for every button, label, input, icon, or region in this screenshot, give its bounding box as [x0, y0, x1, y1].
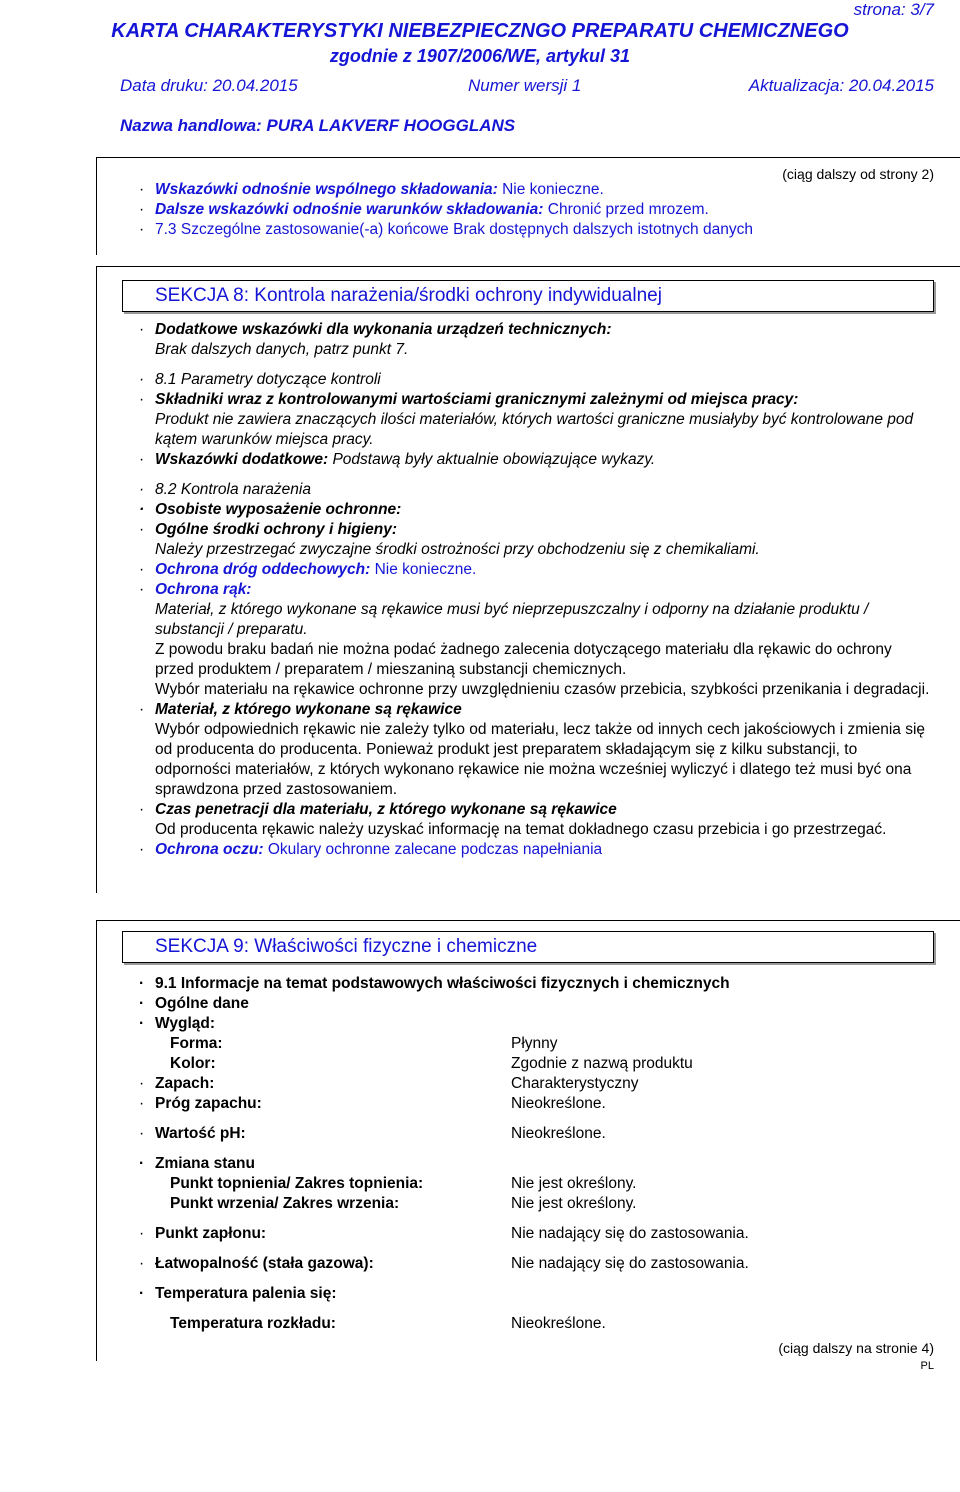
colour-value: Zgodnie z nazwą produktu — [511, 1055, 693, 1072]
ppe-label: · Osobiste wyposażenie ochronne: — [138, 500, 934, 520]
components-label: Składniki wraz z kontrolowanymi wartościami granicznymi zależnymi od miejsca pracy: — [155, 391, 799, 408]
odour-threshold-label: Próg zapachu: — [155, 1095, 262, 1112]
update-date: Aktualizacja: 20.04.2015 — [748, 76, 934, 95]
continued-from-note: (ciąg dalszy od strony 2) — [782, 166, 934, 182]
section-8-title: SEKCJA 8: Kontrola narażenia/środki ochrony indywidualnej — [122, 280, 934, 312]
ph-row — [138, 1124, 934, 1144]
section-8-content — [138, 320, 934, 860]
section-7-content — [138, 180, 934, 240]
flammability-value: Nie nadający się do zastosowania. — [511, 1255, 749, 1272]
further-storage-value: Chronić przed mrozem. — [547, 201, 709, 218]
colour-row — [138, 1054, 934, 1074]
additional-hints-value: Podstawą były aktualnie obowiązujące wykazy. — [332, 451, 656, 468]
penetration-time-value: Od producenta rękawic należy uzyskać informację na temat dokładnego czasu przebicia i go przestrzegać. — [155, 821, 887, 838]
additional-hints-item — [138, 450, 934, 470]
extra-technical-item — [138, 320, 934, 360]
odour-row — [138, 1074, 934, 1094]
extra-technical-value: Brak dalszych danych, patrz punkt 7. — [155, 341, 409, 358]
decomposition-label: Temperatura rozkładu: — [170, 1315, 336, 1332]
form-value: Płynny — [511, 1035, 558, 1052]
ph-label: Wartość pH: — [155, 1125, 246, 1142]
continued-on-note: (ciąg dalszy na stronie 4) — [778, 1340, 934, 1356]
extra-technical-label: Dodatkowe wskazówki dla wykonania urządzeń technicznych: — [155, 321, 612, 338]
print-date: Data druku: 20.04.2015 — [120, 76, 298, 95]
flammability-row — [138, 1254, 934, 1274]
additional-hints-label: Wskazówki dodatkowe: — [155, 451, 329, 468]
hand-protection-p3: Wybór materiału na rękawice ochronne przy uwzględnieniu czasów przebicia, szybkości przenikania i degradacji. — [155, 681, 930, 698]
general-hygiene-item — [138, 520, 934, 560]
penetration-time-item — [138, 800, 934, 840]
eye-protection-value: Okulary ochronne zalecane podczas napełniania — [267, 841, 603, 858]
hand-protection-p2: Z powodu braku badań nie można podać żadnego zalecenia dotyczącego materiału dla rękawic do ochrony przed produktem / preparatem / mieszaniną substancji chemicznych. — [155, 641, 892, 678]
decomposition-value: Nieokreślone. — [511, 1315, 606, 1332]
hand-protection-p1: Materiał, z którego wykonane są rękawice musi być nieprzepuszczalny i odporny na działanie produktu / substancji / preparatu. — [155, 601, 869, 638]
hand-protection-item — [138, 580, 934, 700]
respiratory-item — [138, 560, 934, 580]
flammability-label: Łatwopalność (stała gazowa): — [155, 1255, 374, 1272]
specific-use-label: 7.3 Szczególne zastosowanie(-a) końcowe — [155, 221, 449, 238]
flash-point-value: Nie nadający się do zastosowania. — [511, 1225, 749, 1242]
flash-point-row — [138, 1224, 934, 1244]
penetration-time-label: Czas penetracji dla materiału, z którego wykonane są rękawice — [155, 801, 617, 818]
hand-protection-label: Ochrona rąk: — [155, 581, 252, 598]
eye-protection-item — [138, 840, 934, 860]
language-code: PL — [920, 1360, 934, 1372]
document-subtitle: zgodnie z 1907/2006/WE, artykul 31 — [329, 46, 631, 66]
boiling-label: Punkt wrzenia/ Zakres wrzenia: — [170, 1195, 400, 1212]
specific-use-item — [138, 220, 934, 240]
further-storage-item — [138, 200, 934, 220]
melting-value: Nie jest określony. — [511, 1175, 637, 1192]
section-9-content — [138, 974, 934, 1334]
odour-value: Charakterystyczny — [511, 1075, 639, 1092]
odour-threshold-row — [138, 1094, 934, 1114]
section-9-title: SEKCJA 9: Właściwości fizyczne i chemiczne — [122, 931, 934, 963]
melting-label: Punkt topnienia/ Zakres topnienia: — [170, 1175, 424, 1192]
general-hygiene-value: Należy przestrzegać zwyczajne środki ostrożności przy obchodzeniu się z chemikaliami. — [155, 541, 760, 558]
glove-material-label: Materiał, z którego wykonane są rękawice — [155, 701, 462, 718]
odour-label: Zapach: — [155, 1075, 215, 1092]
decomposition-row — [138, 1314, 934, 1334]
joint-storage-label: Wskazówki odnośnie wspólnego składowania: — [155, 181, 498, 198]
exposure-control-heading: · 8.2 Kontrola narażenia — [138, 480, 934, 500]
glove-material-value: Wybór odpowiednich rękawic nie zależy tylko od materiału, lecz także od innych cech jakościowych i zmienia się od producenta do producenta. Ponieważ produkt jest preparatem składającym się z kilku substancji, to odporności materiałów, z których wykonano rękawice nie można wcześniej wyliczyć i dlatego też musi być ona sprawdzona przed zastosowaniem. — [155, 721, 926, 798]
joint-storage-item — [138, 180, 934, 200]
general-hygiene-label: Ogólne środki ochrony i higieny: — [155, 521, 397, 538]
control-parameters-heading: · 8.1 Parametry dotyczące kontroli — [138, 370, 934, 390]
page-number: strona: 3/7 — [853, 0, 934, 19]
colour-label: Kolor: — [170, 1055, 216, 1072]
form-label: Forma: — [170, 1035, 223, 1052]
odour-threshold-value: Nieokreślone. — [511, 1095, 606, 1112]
components-value: Produkt nie zawiera znaczących ilości materiałów, których wartości graniczne musiałyby być kontrolowane pod kątem warunków miejsca pracy. — [155, 411, 914, 448]
glove-material-item — [138, 700, 934, 800]
further-storage-label: Dalsze wskazówki odnośnie warunków składowania: — [155, 201, 544, 218]
melting-row — [138, 1174, 934, 1194]
respiratory-value: Nie konieczne. — [374, 561, 477, 578]
document-title: KARTA CHARAKTERYSTYKI NIEBEZPIECZNGO PREPARATU CHEMICZNEGO — [111, 20, 849, 42]
ignition-temperature-heading: · Temperatura palenia się: — [138, 1284, 934, 1304]
eye-protection-label: Ochrona oczu: — [155, 841, 264, 858]
flash-point-label: Punkt zapłonu: — [155, 1225, 267, 1242]
components-item — [138, 390, 934, 450]
ph-value: Nieokreślone. — [511, 1125, 606, 1142]
appearance-heading: · Wygląd: — [138, 1014, 934, 1034]
state-change-heading: · Zmiana stanu — [138, 1154, 934, 1174]
form-row — [138, 1034, 934, 1054]
general-data-heading: · Ogólne dane — [138, 994, 934, 1014]
boiling-row — [138, 1194, 934, 1214]
respiratory-label: Ochrona dróg oddechowych: — [155, 561, 371, 578]
joint-storage-value: Nie konieczne. — [502, 181, 604, 198]
trade-name: Nazwa handlowa: PURA LAKVERF HOOGGLANS — [120, 116, 516, 135]
version-number: Numer wersji 1 — [468, 76, 582, 95]
boiling-value: Nie jest określony. — [511, 1195, 637, 1212]
basic-properties-heading: · 9.1 Informacje na temat podstawowych właściwości fizycznych i chemicznych — [138, 974, 934, 994]
specific-use-value: Brak dostępnych dalszych istotnych danych — [453, 221, 753, 238]
